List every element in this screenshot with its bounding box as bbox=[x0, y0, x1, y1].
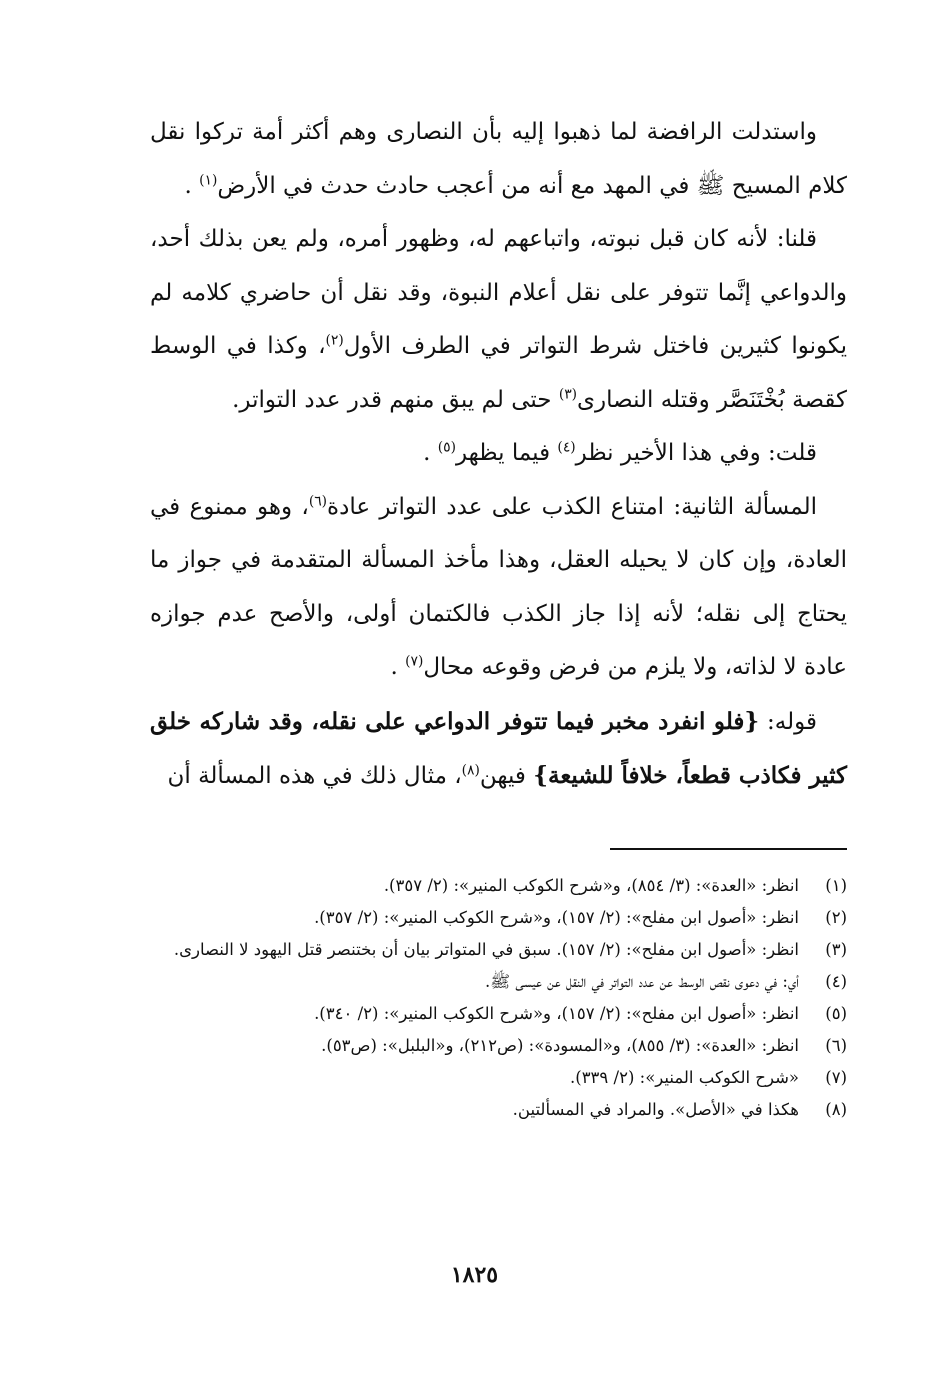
footnote-number: (٧) bbox=[825, 1068, 847, 1087]
main-text bbox=[150, 106, 847, 804]
footnote-text: انظر: «العدة»: (٣/ ٨٥٤)، و«شرح الكوكب المنير»: (٢/ ٣٥٧). bbox=[383, 876, 799, 895]
paragraph-1: واستدلت الرافضة لما ذهبوا إليه بأن النصارى وهم أكثر أمة تركوا نقل كلام المسيح ﷺ في المهد مع أنه من أعجب حادث حدث في الأرض$^{(١)}$ . bbox=[150, 119, 847, 199]
footnote-number: (١) bbox=[825, 876, 847, 895]
footnote-ref-4[interactable]: (٤) bbox=[557, 439, 576, 456]
footnote-number: (٢) bbox=[825, 908, 847, 927]
footnote-text: انظر: «أصول ابن مفلح»: (٢/ ١٥٧). سبق في المتواتر بيان أن بختنصر قتل اليهود لا النصارى. bbox=[173, 940, 799, 959]
footnote-number: (٦) bbox=[825, 1036, 847, 1055]
footnote-ref-1[interactable]: (١) bbox=[199, 171, 218, 188]
footnote-ref-6[interactable]: (٦) bbox=[308, 492, 328, 509]
footnote-text: أي: في دعوى نقص الوسط عن عدد التواتر في النقل عن عيسى ﷺ. bbox=[485, 972, 799, 991]
footnote-8 bbox=[150, 1094, 847, 1126]
footnote-text: انظر: «العدة»: (٣/ ٨٥٥)، و«المسودة»: (ص٢١٢)، و«البلبل»: (ص٥٣). bbox=[321, 1036, 799, 1055]
footnote-number: (٣) bbox=[825, 940, 847, 959]
footnote-text: «شرح الكوكب المنير»: (٢/ ٣٣٩). bbox=[570, 1068, 799, 1087]
footnote-text: انظر: «أصول ابن مفلح»: (٢/ ١٥٧)، و«شرح الكوكب المنير»: (٢/ ٣٥٧). bbox=[314, 908, 799, 927]
footnote-separator bbox=[610, 848, 847, 850]
paragraph-4: المسألة الثانية: امتناع الكذب على عدد التواتر عادة$^{(٦)}$، وهو ممنوع في العادة، وإن كان لا يحيله العقل، وهذا مأخذ المسألة المتقدمة في جواز ما يحتاج إلى نقله؛ لأنه إذا جاز الكذب فالكتمان أولى، والأصح عدم جوازه عادة لا لذاته، ولا يلزم من فرض وقوعه محال$^{(٧)}$ . bbox=[150, 492, 847, 680]
footnote-4 bbox=[150, 966, 847, 998]
footnote-ref-3[interactable]: (٣) bbox=[558, 385, 578, 402]
footnotes bbox=[150, 870, 847, 1126]
footnote-6 bbox=[150, 1030, 847, 1062]
footnote-number: (٥) bbox=[825, 1004, 847, 1023]
page-number: ١٨٢٥ bbox=[450, 1262, 499, 1288]
paragraph-5: قوله: {فلو انفرد مخبر فيما تتوفر الدواعي على نقله، وقد شاركه خلق كثير فكاذب قطعاً، خلافاً للشيعة} فيهن$^{(٨)}$، مثال ذلك في هذه المسألة أن bbox=[150, 707, 847, 789]
footnote-3 bbox=[150, 934, 847, 966]
footnote-ref-5[interactable]: (٥) bbox=[437, 439, 456, 456]
footnote-text: انظر: «أصول ابن مفلح»: (٢/ ١٥٧)، و«شرح الكوكب المنير»: (٢/ ٣٤٠). bbox=[314, 1004, 799, 1023]
footnote-7 bbox=[150, 1062, 847, 1094]
paragraph-3: قلت: وفي هذا الأخير نظر$^{(٤)}$ فيما يظهر$^{(٥)}$ . bbox=[423, 439, 817, 466]
footnote-2 bbox=[150, 902, 847, 934]
footnote-1 bbox=[150, 870, 847, 902]
footnote-number: (٨) bbox=[825, 1100, 847, 1119]
paragraph-2: قلنا: لأنه كان قبل نبوته، واتباعهم له، وظهور أمره، ولم يعن بذلك أحد، والدواعي إنَّما تتوفر على نقل أعلام النبوة، وقد نقل أن حاضري كلامه لم يكونوا كثيرين فاختل شرط التواتر في الطرف الأول$^{(٢)}$، وكذا في الوسط كقصة بُخْتَنَصَّر وقتله النصارى$^{(٣)}$ حتى لم يبق منهم قدر عدد التواتر. bbox=[150, 226, 847, 413]
footnote-ref-2[interactable]: (٢) bbox=[325, 332, 344, 349]
footnote-number: (٤) bbox=[825, 972, 847, 991]
footnote-5 bbox=[150, 998, 847, 1030]
footnote-ref-7[interactable]: (٧) bbox=[405, 653, 424, 670]
quoted-matn: {فلو انفرد مخبر فيما تتوفر الدواعي على نقله، وقد شاركه خلق كثير فكاذب قطعاً، خلافاً للشيعة} bbox=[150, 707, 847, 789]
footnote-ref-8[interactable]: (٨) bbox=[461, 762, 480, 779]
footnote-text: هكذا في «الأصل». والمراد في المسألتين. bbox=[512, 1100, 799, 1119]
